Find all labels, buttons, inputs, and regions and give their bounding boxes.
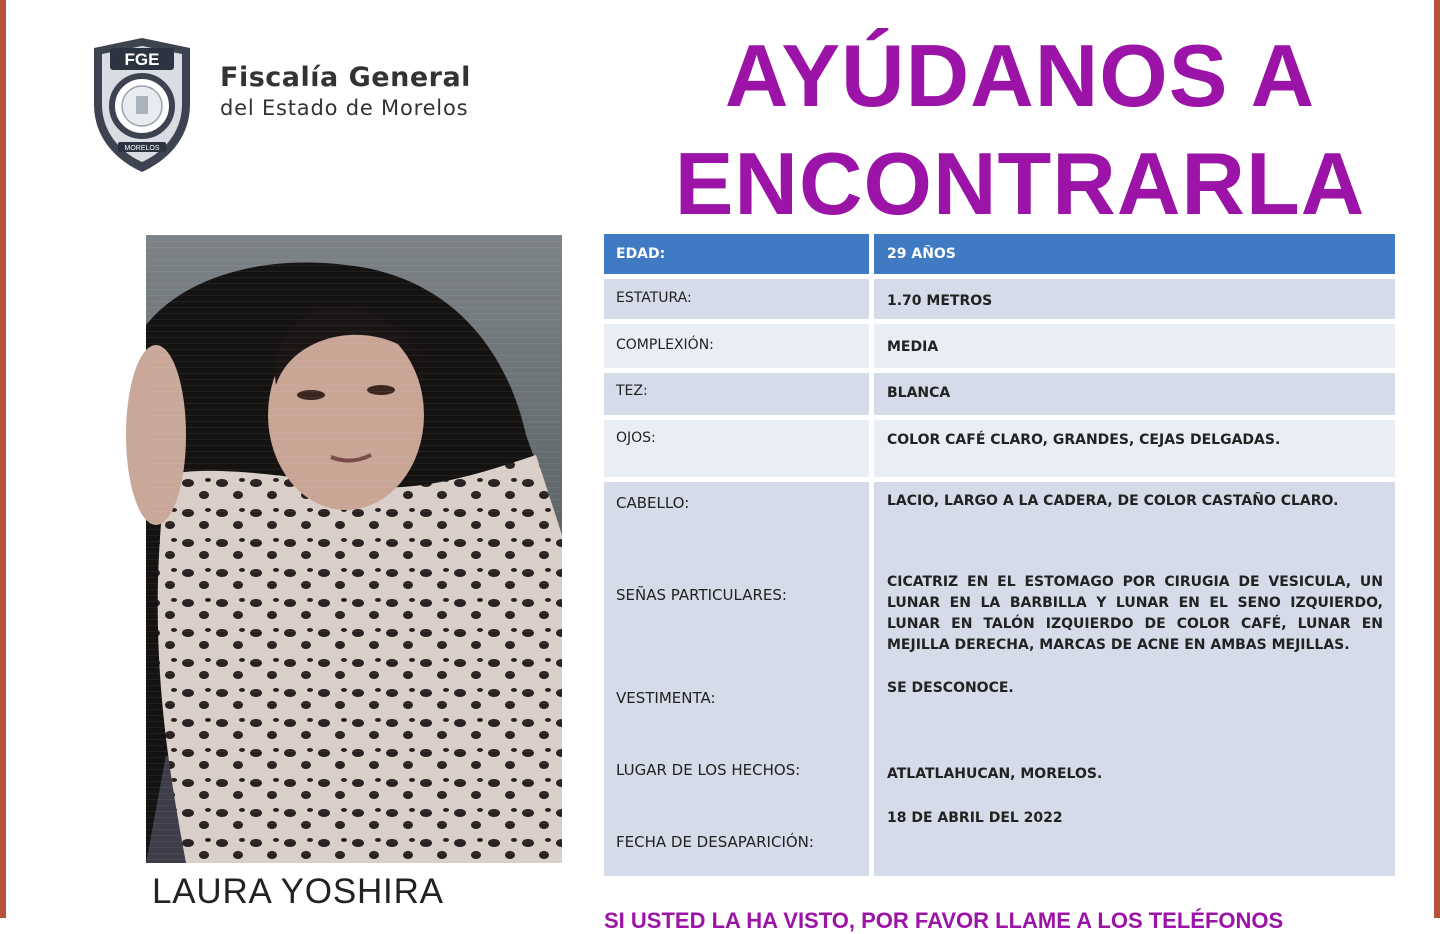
cabello-label: CABELLO: — [616, 494, 690, 512]
row-tez — [604, 373, 1395, 415]
badge-state: MORELOS — [124, 145, 160, 152]
tez-label: TEZ: — [604, 373, 869, 415]
estatura-value: 1.70 METROS — [874, 279, 1395, 319]
person-photo — [146, 235, 562, 863]
cabello-value: LACIO, LARGO A LA CADERA, DE COLOR CASTAÑO CLARO. — [887, 493, 1339, 509]
footer-text: SI USTED LA HA VISTO, POR FAVOR LLAME A LOS TELÉFONOS — [604, 908, 1284, 933]
ojos-label: OJOS: — [604, 420, 869, 477]
edad-label: EDAD: — [604, 234, 869, 274]
vestimenta-label: VESTIMENTA: — [616, 689, 716, 707]
headline-line1: AYÚDANOS A — [724, 26, 1316, 125]
estatura-label: ESTATURA: — [604, 279, 869, 319]
page-border-left — [0, 0, 6, 918]
complexion-label: COMPLEXIÓN: — [604, 324, 869, 368]
agency-name-line2: del Estado de Morelos — [220, 96, 469, 120]
footer-cut-off — [604, 906, 1404, 933]
complexion-value: MEDIA — [874, 324, 1395, 368]
vestimenta-value: SE DESCONOCE. — [887, 680, 1014, 696]
page-border-right — [1434, 0, 1440, 918]
ojos-value: COLOR CAFÉ CLARO, GRANDES, CEJAS DELGADAS. — [874, 420, 1395, 477]
details-block — [604, 482, 1395, 876]
row-estatura — [604, 279, 1395, 319]
senas-value: CICATRIZ EN EL ESTOMAGO POR CIRUGIA DE VESICULA, UN LUNAR EN LA BARBILLA Y LUNAR EN EL SENO IZQUIERDO, LUNAR EN TALÓN IZQUIERDO DE COLOR CAFÉ, LUNAR EN MEJILLA DERECHA, MARCAS DE ACNE EN AMBAS MEJILLAS. — [887, 574, 1383, 653]
row-complexion — [604, 324, 1395, 368]
row-ojos — [604, 420, 1395, 477]
tez-value: BLANCA — [874, 373, 1395, 415]
senas-label: SEÑAS PARTICULARES: — [616, 586, 787, 604]
details-table — [604, 234, 1395, 876]
edad-value: 29 AÑOS — [874, 234, 1395, 274]
headline — [640, 22, 1400, 238]
lugar-label: LUGAR DE LOS HECHOS: — [616, 761, 801, 779]
fecha-value: 18 DE ABRIL DEL 2022 — [887, 810, 1063, 826]
fecha-label: FECHA DE DESAPARICIÓN: — [616, 833, 814, 851]
person-name: LAURA YOSHIRA — [152, 872, 444, 911]
lugar-value: ATLATLAHUCAN, MORELOS. — [887, 766, 1103, 782]
badge-abbrev: FGE — [124, 50, 160, 69]
agency-name-line1: Fiscalía General — [220, 62, 471, 93]
fge-shield-logo — [86, 34, 198, 176]
headline-line2: ENCONTRARLA — [674, 134, 1366, 233]
row-edad — [604, 234, 1395, 274]
agency-name — [220, 62, 471, 122]
